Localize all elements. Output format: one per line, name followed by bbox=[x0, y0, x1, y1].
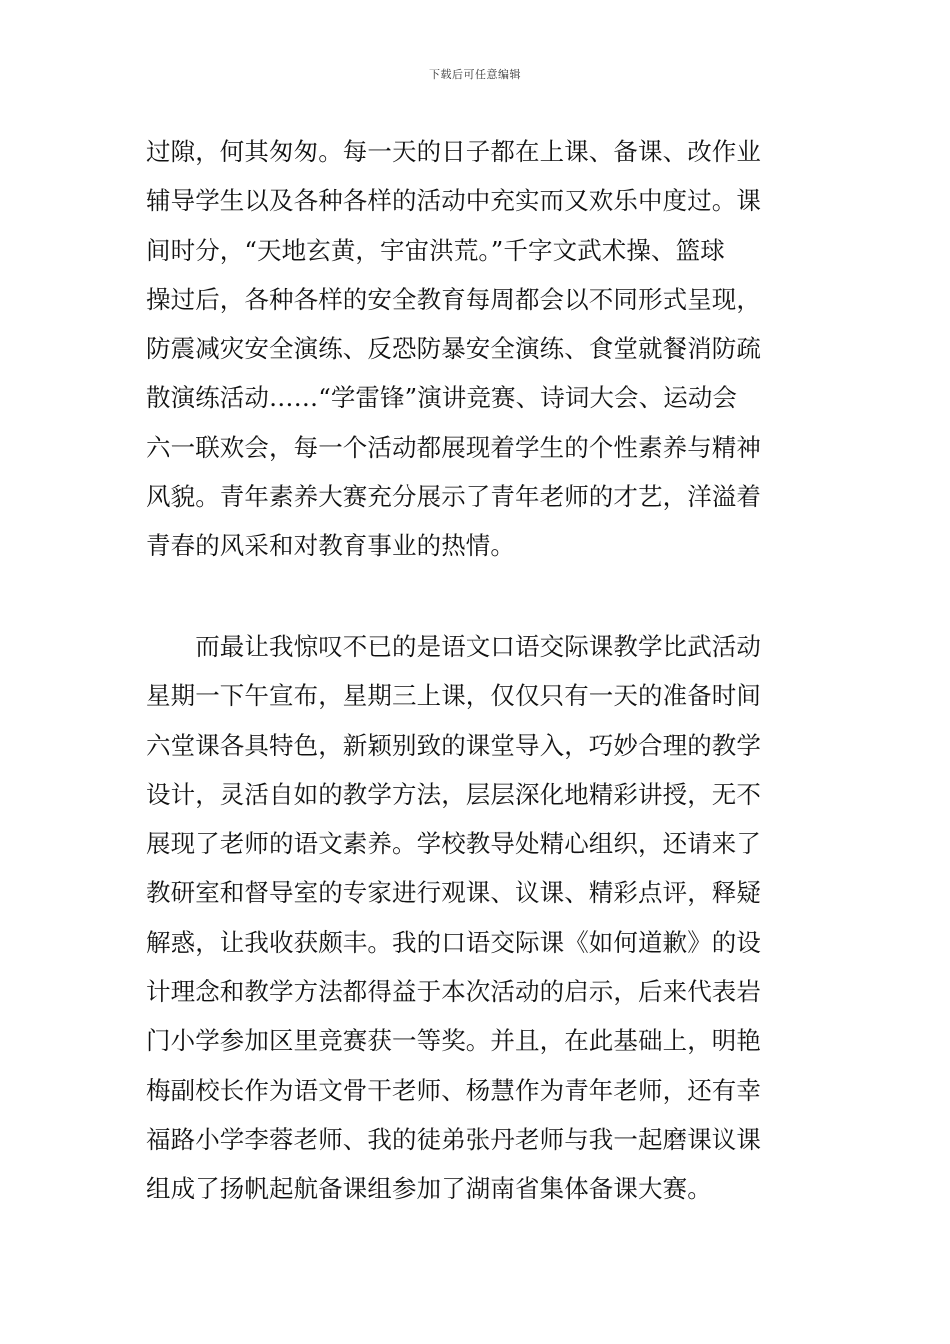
text-line: 展现了老师的语文素养。学校教导处精心组织，还请来了 bbox=[146, 829, 761, 859]
text-line: 福路小学李蓉老师、我的徒弟张丹老师与我一起磨课议课 bbox=[146, 1124, 761, 1154]
text-line: 六堂课各具特色，新颖别致的课堂导入，巧妙合理的教学 bbox=[146, 730, 761, 760]
text-line: 风貌。青年素养大赛充分展示了青年老师的才艺，洋溢着 bbox=[146, 482, 761, 512]
text-line: 过隙，何其匆匆。每一天的日子都在上课、备课、改作业 bbox=[146, 137, 761, 166]
text-line: 散演练活动……“学雷锋”演讲竞赛、诗词大会、运动会 bbox=[146, 383, 738, 413]
page-header: 下载后可任意编辑 bbox=[429, 68, 521, 81]
text-line: 星期一下午宣布，星期三上课，仅仅只有一天的准备时间 bbox=[146, 681, 761, 711]
text-line: 防震减灾安全演练、反恐防暴安全演练、食堂就餐消防疏 bbox=[146, 334, 761, 364]
text-line: 操过后，各种各样的安全教育每周都会以不同形式呈现， bbox=[146, 284, 761, 314]
text-line: 青春的风采和对教育事业的热情。 bbox=[146, 531, 515, 561]
text-line: 教研室和督导室的专家进行观课、议课、精彩点评，释疑 bbox=[146, 878, 761, 908]
text-line: 梅副校长作为语文骨干老师、杨慧作为青年老师，还有幸 bbox=[146, 1075, 761, 1105]
text-line: 设计，灵活自如的教学方法，层层深化地精彩讲授，无不 bbox=[146, 779, 761, 809]
text-line: 计理念和教学方法都得益于本次活动的启示，后来代表岩 bbox=[146, 977, 761, 1007]
text-line: 而最让我惊叹不已的是语文口语交际课教学比武活动 bbox=[146, 632, 761, 661]
text-line: 门小学参加区里竞赛获一等奖。并且，在此基础上，明艳 bbox=[146, 1026, 761, 1056]
text-line: 六一联欢会，每一个活动都展现着学生的个性素养与精神 bbox=[146, 432, 761, 462]
paragraph-2 bbox=[146, 622, 806, 1214]
text-line: 辅导学生以及各种各样的活动中充实而又欢乐中度过。课 bbox=[146, 186, 761, 216]
text-line: 间时分，“天地玄黄，宇宙洪荒。”千字文武术操、篮球 bbox=[146, 235, 725, 265]
paragraph-1 bbox=[146, 127, 806, 571]
text-line: 组成了扬帆起航备课组参加了湖南省集体备课大赛。 bbox=[146, 1174, 712, 1204]
text-line: 解惑，让我收获颇丰。我的口语交际课《如何道歉》的设 bbox=[146, 927, 761, 957]
